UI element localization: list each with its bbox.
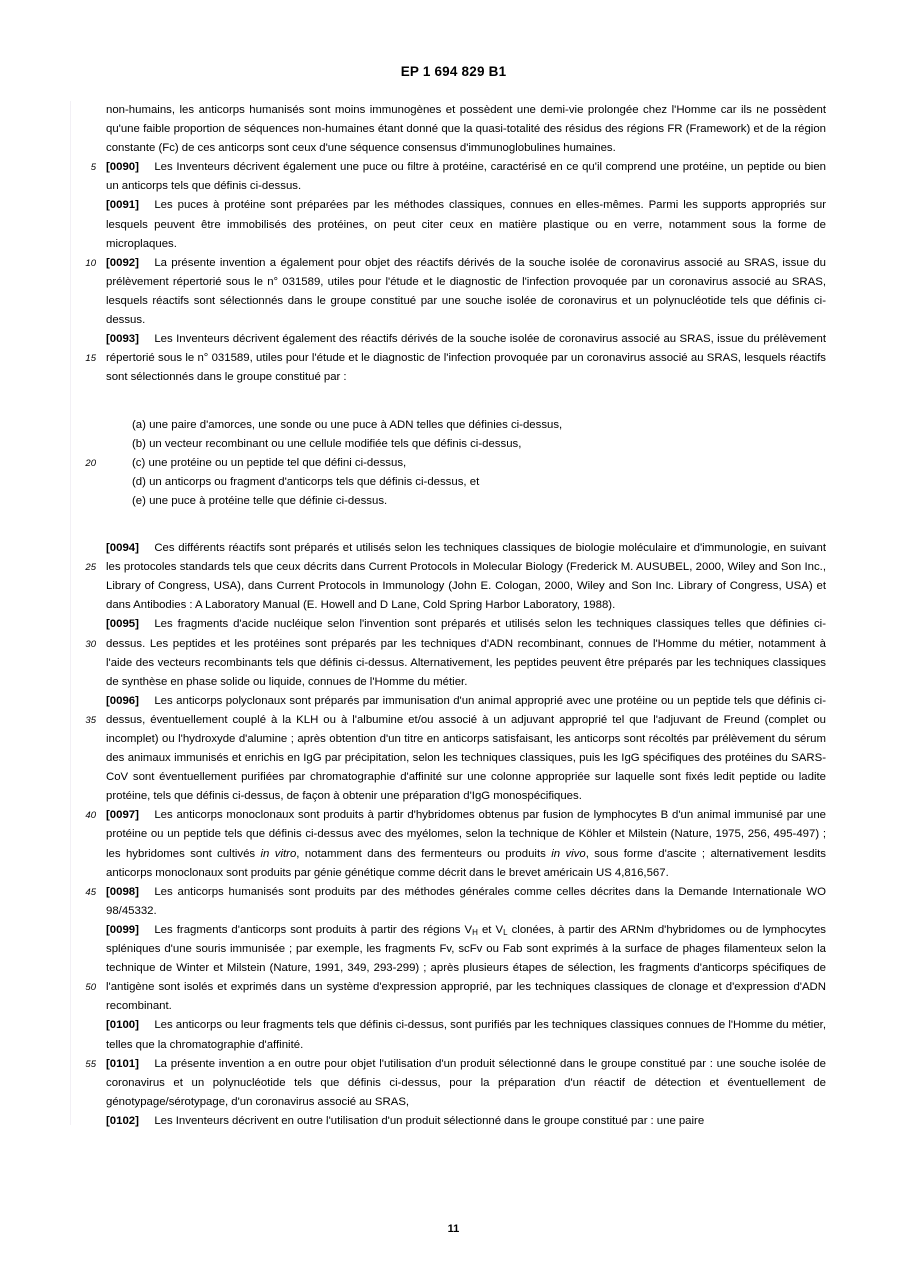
paragraph-0098 [106, 883, 826, 921]
paragraph-row [66, 254, 826, 330]
spacer [66, 407, 826, 416]
line-number: 25 [85, 562, 96, 574]
paragraph-text: La présente invention a également pour objet des réactifs dérivés de la souche isolée de coronavirus associé au SRAS, issue du prélèvement répertorié sous le n° 031589, utiles pour l'étude et le diagnostic de l'infection provoquée par un coronavirus associé au SRAS, lesquels réactifs sont sélectionnés dans le groupe constitué par une souche isolée de coronavirus et un polynucléotide tels que définis ci-dessus. [106, 256, 826, 327]
paragraph-tag: [0093] [106, 333, 139, 346]
paragraph-row [66, 539, 826, 615]
paragraph-0092 [106, 254, 826, 330]
paragraph-text-part: clonées, à partir des ARNm d'hybridomes ou de lymphocytes spléniques d'une souris immunisée ; par exemple, les fragments Fv, scFv ou Fab sont exprimés à la surface de phages filamenteux selon la technique de Winter et Milstein (Nature, 1991, 349, 293-299) ; après plusieurs étapes de sélection, les fragments d'anticorps spécifiques de l'antigène sont isolés et exprimés dans un système d'expression approprié, par les techniques classiques de clonage et d'expression d'ADN recombinant. [106, 923, 826, 1013]
subscript-heavy-chain: H [472, 928, 478, 938]
list-item: (c) une protéine ou un peptide tel que défini ci-dessus, [132, 456, 407, 469]
line-number: 5 [90, 162, 96, 174]
paragraph-intro: non-humains, les anticorps humanisés sont moins immunogènes et possèdent une demi-vie prolongée chez l'Homme car ils ne possèdent qu'une faible proportion de séquences non-humaines étant donné que la quasi-totalité des résidus des régions FR (Framework) et de la région constante (Fc) de ces anticorps sont ceux d'une séquence consensus d'immunoglobulines humaines. [106, 104, 826, 155]
paragraph-text: La présente invention a en outre pour objet l'utilisation d'un produit sélectionné dans le groupe constitué par : une souche isolée de coronavirus et un polynucléotide tels que définis ci-dessus, pour la préparation d'un réactif de détection et éventuellement de génotypage/sérotypage, d'un coronavirus associé au SRAS, [106, 1057, 826, 1108]
paragraph-text: Les Inventeurs décrivent également une puce ou filtre à protéine, caractérisé en ce qu'il comprend une protéine, un peptide ou bien un anticorps tels que définis ci-dessus. [106, 161, 826, 193]
paragraph-tag: [0099] [106, 923, 139, 936]
paragraph-row [66, 101, 826, 158]
paragraph-text: Ces différents réactifs sont préparés et utilisés selon les techniques classiques de biologie moléculaire et d'immunologie, en suivant les protocoles standards tels que ceux décrits dans Current Protocols in Molecular Biology (Frederick M. AUSUBEL, 2000, Wiley and Son Inc., Library of Congress, USA), dans Current Protocols in Immunology (John E. Cologan, 2000, Wiley and Son Inc. Library of Congress, USA) et dans Antibodies : A Laboratory Manual (E. Howell and D Lane, Cold Spring Harbor Laboratory, 1988). [106, 542, 826, 612]
paragraph-row [66, 196, 826, 253]
paragraph-tag: [0094] [106, 542, 139, 555]
spacer [66, 387, 826, 406]
reagent-list [66, 416, 786, 511]
paragraph-tag: [0092] [106, 256, 139, 269]
spacer [66, 530, 826, 539]
paragraph-0101 [106, 1055, 826, 1112]
reagent-list-row [66, 416, 826, 511]
paragraph-text: Les anticorps polyclonaux sont préparés par immunisation d'un animal approprié avec une protéine ou un peptide tels que définis ci-dessus, éventuellement couplé à la KLH ou à l'albumine et/ou associé à un adjuvant approprié tel que l'adjuvant de Freund (complet ou incomplet) ou l'hydroxyde d'alumine ; après obtention d'un titre en anticorps satisfaisant, les anticorps sont récoltés par prélèvement du sérum des animaux immunisés et enrichis en IgG par précipitation, selon les techniques classiques, puis les IgG spécifiques des protéines du SARS-CoV sont éventuellement purifiées par chromatographie d'affinité sur une colonne appropriée sur laquelle sont fixés ledit peptide ou ladite protéine, tels que définis ci-dessus, de façon à obtenir une préparation d'IgG monospécifiques. [106, 694, 826, 803]
list-item: (a) une paire d'amorces, une sonde ou une puce à ADN telles que définies ci-dessus, [132, 418, 563, 431]
paragraph-tag: [0095] [106, 618, 139, 631]
paragraph-tag: [0100] [106, 1019, 139, 1032]
document-body [66, 101, 826, 1131]
paragraph-0099 [106, 921, 826, 1016]
paragraph-0096 [106, 692, 826, 807]
paragraph-tag: [0096] [106, 694, 139, 707]
list-item: (d) un anticorps ou fragment d'anticorps tels que définis ci-dessus, et [132, 475, 480, 488]
paragraph-row [66, 158, 826, 196]
italic-in-vitro: in vitro [260, 847, 297, 860]
paragraph-text-part: Les fragments d'anticorps sont produits à partir des régions V [154, 923, 473, 936]
line-number: 40 [85, 810, 96, 822]
paragraph-0094 [106, 539, 826, 615]
paragraph-text: Les Inventeurs décrivent également des réactifs dérivés de la souche isolée de coronavirus associé au SRAS, issue du prélèvement répertorié sous le n° 031589, utiles pour l'étude et le diagnostic de l'infection provoquée par un coronavirus associé au SRAS, lesquels réactifs sont sélectionnés dans le groupe constitué par : [106, 333, 826, 384]
paragraph-0102 [106, 1112, 826, 1131]
paragraph-tag: [0091] [106, 199, 139, 212]
paragraph-text-part: et V [477, 923, 504, 936]
line-number: 10 [85, 257, 96, 269]
paragraph-text: Les fragments d'acide nucléique selon l'invention sont préparés et utilisés selon les techniques classiques telles que définies ci-dessus. Les peptides et les protéines sont préparés par les techniques d'ADN recombinant, connues de l'Homme du métier, notamment à l'aide des vecteurs recombinants tels que définis ci-dessus. Alternativement, les peptides peuvent être préparés par les techniques classiques de synthèse en phase solide ou liquide, connues de l'Homme du métier. [106, 618, 826, 688]
paragraph-row [66, 1112, 826, 1131]
paragraph-tag: [0101] [106, 1057, 139, 1070]
spacer [66, 511, 826, 530]
paragraph-text: Les anticorps ou leur fragments tels que définis ci-dessus, sont purifiés par les techniques classiques connues de l'Homme du métier, telles que la chromatographie d'affinité. [106, 1019, 826, 1051]
paragraph-0095 [106, 615, 826, 691]
paragraph-row [66, 883, 826, 921]
paragraph-text: Les Inventeurs décrivent en outre l'utilisation d'un produit sélectionné dans le groupe constitué par : une paire [154, 1114, 705, 1127]
line-number: 45 [85, 886, 96, 898]
page-title: EP 1 694 829 B1 [400, 64, 507, 79]
line-number: 50 [85, 982, 96, 994]
paragraph-row [66, 1016, 826, 1054]
paragraph-0090 [106, 158, 826, 196]
paragraph-tag: [0097] [106, 809, 139, 822]
paragraph-text: Les puces à protéine sont préparées par les méthodes classiques, connues en elles-mêmes. Parmi les supports appropriés sur lesquels peuvent être immobilisés des protéines, on peut citer ceux en matière plastique ou en verre, notamment sous la forme de microplaques. [106, 199, 826, 250]
line-number: 55 [85, 1058, 96, 1070]
list-item: (b) un vecteur recombinant ou une cellule modifiée tels que définis ci-dessus, [132, 437, 522, 450]
paragraph-row [66, 615, 826, 691]
paragraph-row [66, 1055, 826, 1112]
paragraph-text: Les anticorps humanisés sont produits par des méthodes générales comme celles décrites dans la Demande Internationale WO 98/45332. [106, 885, 826, 917]
line-number: 15 [85, 353, 96, 365]
line-number: 35 [85, 714, 96, 726]
list-item: (e) une puce à protéine telle que définie ci-dessus. [132, 494, 388, 507]
paragraph-tag: [0090] [106, 161, 139, 174]
line-number: 20 [85, 457, 96, 469]
paragraph-tag: [0098] [106, 885, 139, 898]
subscript-light-chain: L [503, 928, 508, 938]
paragraph-tag: [0102] [106, 1114, 139, 1127]
italic-in-vivo: in vivo [551, 847, 586, 860]
paragraph-row [66, 330, 826, 387]
paragraph-0097 [106, 806, 826, 882]
paragraph-text-part: , notamment dans des fermenteurs ou produits [296, 847, 552, 860]
paragraph-0093 [106, 330, 826, 387]
paragraph-0091 [106, 196, 826, 253]
paragraph-text-part: Les anticorps monoclonaux sont produits à partir d'hybridomes obtenus par fusion de lymphocytes B d'un animal immunisé par une protéine ou un peptide tels que définis ci-dessus avec des myélomes, selon la technique de Köhler et Milstein (Nature, 1975, 256, 495-497) ; les hybridomes sont cultivés [106, 809, 826, 860]
paragraph-row [66, 921, 826, 1016]
paragraph-0100 [106, 1016, 826, 1054]
paragraph-text-part: , sous forme d'ascite ; alternativement lesdits anticorps monoclonaux sont produits par génie génétique comme décrit dans le brevet américain US 4,816,567. [106, 847, 826, 879]
line-number: 30 [85, 638, 96, 650]
page-number: 11 [447, 1223, 460, 1235]
